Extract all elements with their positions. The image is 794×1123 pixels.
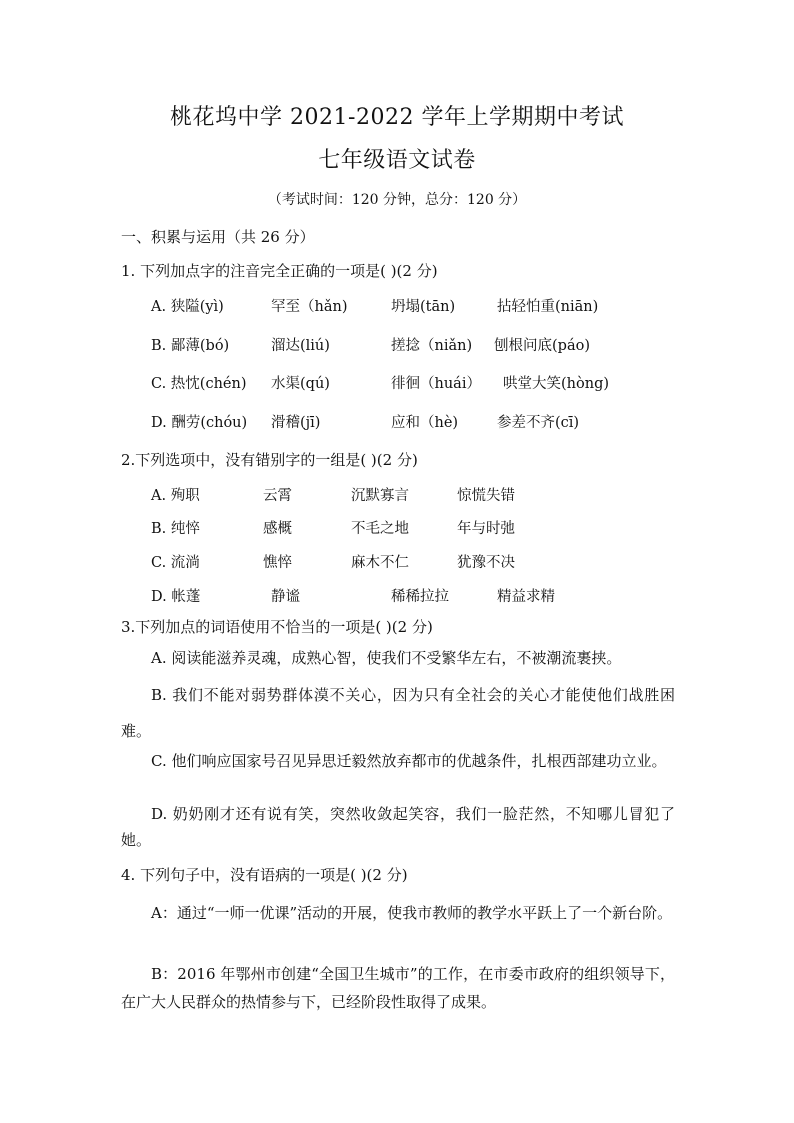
section-heading: 一、积累与运用（共 26 分） [121,228,315,246]
q1-option-c-4: 哄堂大笑(hòng) [503,376,610,392]
q1-stem: 1. 下列加点字的注音完全正确的一项是( )(2 分) [121,262,438,280]
q1-option-d-4: 参差不齐(cī) [497,415,580,431]
q3-stem: 3.下列加点的词语使用不恰当的一项是( )(2 分) [121,618,433,636]
q1-option-b-4: 刨根问底(páo) [494,338,590,354]
q2-option-c-3: 麻木不仁 [351,555,409,571]
q1-option-b-2: 溜达(liú) [271,338,330,354]
q1-option-d-3: 应和（hè) [391,415,459,431]
q4-option-b: B：2016 年鄂州市创建“全国卫生城市”的工作，在市委市政府的组织领导下，在广大人民群众的热情参与下，已经阶段性取得了成果。 [121,965,675,1011]
q1-option-a-3: 坍塌(tān) [391,299,456,315]
q1-option-c-1: C. 热忱(chén) [151,376,247,392]
q2-option-c-1: C. 流淌 [151,555,200,571]
q2-option-a-2: 云霄 [263,488,292,504]
q4-option-a: A：通过“一师一优课”活动的开展，使我市教师的教学水平跃上了一个新台阶。 [151,904,673,922]
q2-option-b-2: 感概 [263,521,292,537]
q3-option-c: C. 他们响应国家号召见异思迁毅然放弃都市的优越条件，扎根西部建功立业。 [151,752,667,770]
exam-meta: （考试时间：120 分钟，总分：120 分） [267,192,527,208]
q1-option-a-4: 拈轻怕重(niān) [497,299,599,315]
q2-option-b-3: 不毛之地 [351,521,409,537]
q2-option-d-2: 静谧 [271,589,300,605]
q2-option-a-1: A. 殉职 [151,488,200,504]
q2-option-b-1: B. 纯悴 [151,521,200,537]
q2-option-d-1: D. 帐蓬 [151,589,201,605]
q2-option-b-4: 年与时弛 [457,521,515,537]
q1-option-a-1: A. 狭隘(yì) [151,299,224,315]
q3-option-d: D. 奶奶刚才还有说有笑，突然收敛起笑容，我们一脸茫然，不知哪儿冒犯了她。 [121,805,675,849]
exam-subtitle: 七年级语文试卷 [318,148,476,173]
q2-option-a-3: 沉默寡言 [351,488,409,504]
q4-stem: 4. 下列句子中，没有语病的一项是( )(2 分) [121,866,408,884]
q1-option-c-3: 徘徊（huái） [391,376,481,392]
q1-option-d-1: D. 酬劳(chóu) [151,415,248,431]
q2-option-c-4: 犹豫不决 [457,555,515,571]
q2-option-d-3: 稀稀拉拉 [391,589,449,605]
q1-option-b-3: 搓捻（niǎn) [391,338,473,354]
q3-option-b: B. 我们不能对弱势群体漠不关心，因为只有全社会的关心才能使他们战胜困难。 [121,686,675,740]
q1-option-a-2: 罕至（hǎn) [271,299,348,315]
exam-title: 桃花坞中学 2021-2022 学年上学期期中考试 [170,105,624,130]
q2-stem: 2.下列选项中，没有错别字的一组是( )(2 分) [121,451,418,469]
q1-option-d-2: 滑稽(jī) [271,415,321,431]
q1-option-b-1: B. 鄙薄(bó) [151,338,230,354]
q2-option-d-4: 精益求精 [497,589,555,605]
q2-option-c-2: 憔悴 [263,555,292,571]
q1-option-c-2: 水渠(qú) [271,376,330,392]
q3-option-a: A. 阅读能滋养灵魂，成熟心智，使我们不受繁华左右，不被潮流裹挟。 [151,649,622,667]
q2-option-a-4: 惊慌失错 [457,488,515,504]
